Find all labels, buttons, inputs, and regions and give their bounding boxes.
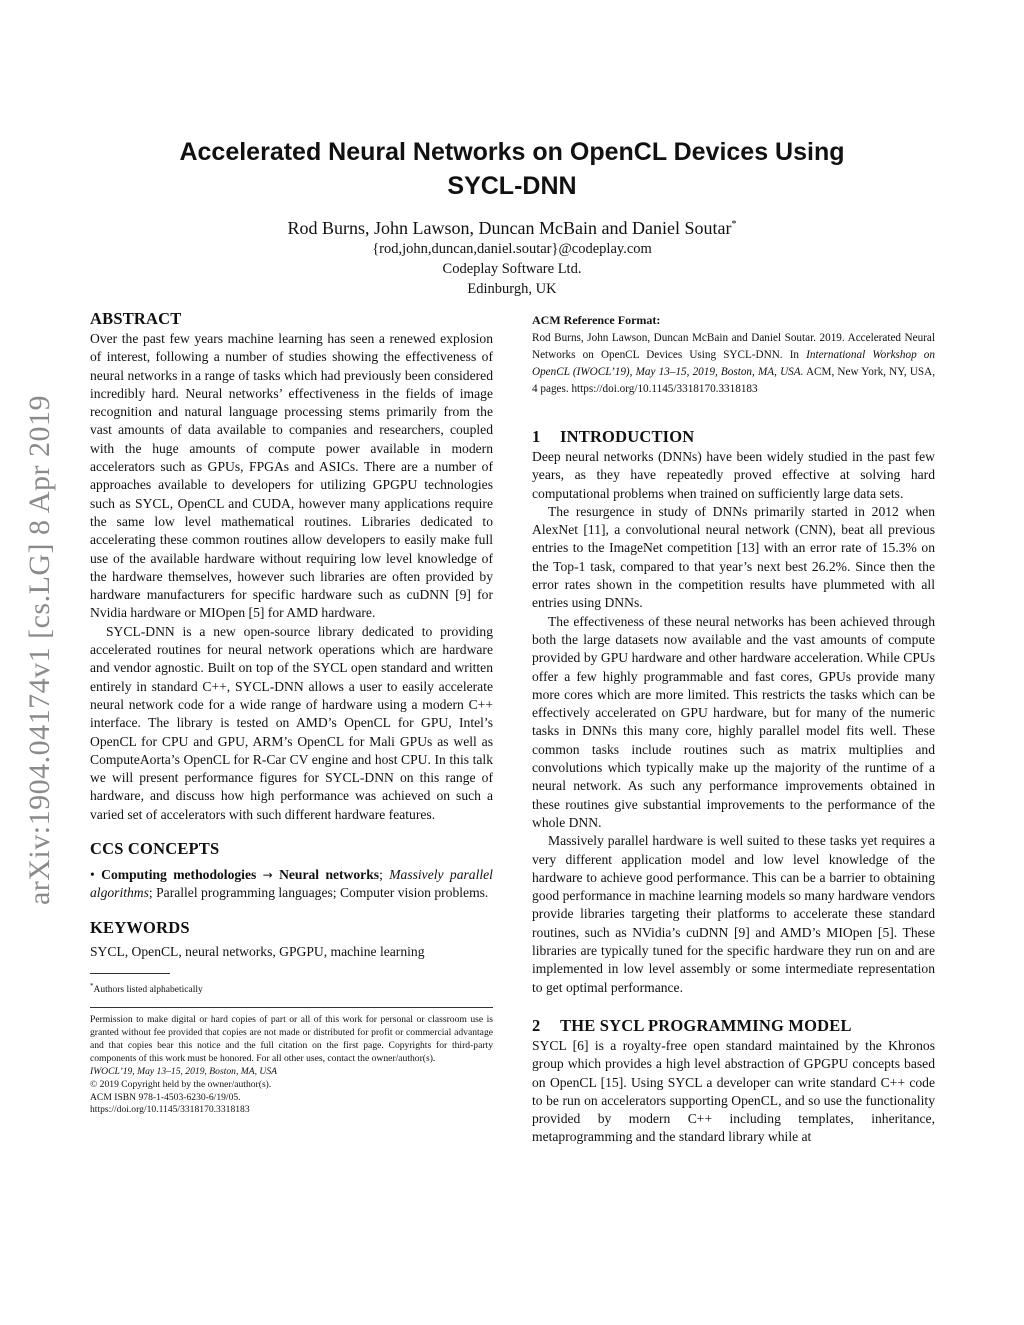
- acm-ref-part-1: Rod Burns, John Lawson, Duncan McBain and Daniel Soutar. 2019. Accelerated Neural Networks on OpenCL Devices Using SYCL-DNN. In: [532, 332, 935, 361]
- company: Codeplay Software Ltd.: [442, 261, 582, 277]
- right-column: [532, 312, 935, 1147]
- footnote-rule: [90, 973, 170, 974]
- ccs-arrow: →: [262, 868, 273, 883]
- abstract-paragraph-2: SYCL-DNN is a new open-source library dedicated to providing accelerated routines for neural network operations which are hardware and vendor agnostic. Built on top of the SYCL open standard and written entirely in standard C++, SYCL-DNN allows a user to easily accelerate neural network code for a wide range of hardware using a modern C++ interface. The library is tested on AMD’s OpenCL for GPU, Intel’s OpenCL for CPU and GPU, ARM’s OpenCL for Mali GPUs as well as ComputeAorta’s OpenCL for R-Car CV engine and host CPU. In this talk we will present performance figures for SYCL-DNN on this range of hardware, and discuss how high performance was achieved on such a varied set of accelerators with such different hardware features.: [90, 623, 493, 822]
- doi-link[interactable]: https://doi.org/10.1145/3318170.3318183: [90, 1104, 250, 1116]
- intro-paragraph-2: The resurgence in study of DNNs primarily started in 2012 when AlexNet [11], a convolutional neural network (CNN), beat all previous entries to the ImageNet competition [13] with an error rate of 15.3% on the Top-1 task, compared to that year’s next best 26.2%. Since then the error rates shown in the competition results have plummeted with all entries using DNNs.: [532, 503, 935, 611]
- keywords-heading: KEYWORDS: [90, 917, 190, 937]
- author-names: Rod Burns, John Lawson, Duncan McBain and Daniel Soutar: [287, 218, 732, 238]
- isbn: ACM ISBN 978-1-4503-6230-6/19/05.: [90, 1091, 241, 1103]
- permission-rule: [90, 1007, 493, 1008]
- copyright: © 2019 Copyright held by the owner/author(s).: [90, 1078, 272, 1090]
- venue: IWOCL’19, May 13–15, 2019, Boston, MA, USA: [90, 1065, 277, 1077]
- acm-ref-label: ACM Reference Format:: [532, 313, 661, 327]
- emails: {rod,john,duncan,daniel.soutar}@codeplay.com: [372, 241, 652, 257]
- sycl-number: 2: [532, 1015, 541, 1035]
- footnote-mark: *: [90, 981, 94, 990]
- title-line-2: SYCL-DNN: [447, 172, 577, 200]
- keywords-text: SYCL, OpenCL, neural networks, GPGPU, machine learning: [90, 943, 425, 959]
- ccs-concepts: [90, 866, 493, 903]
- author-block: [100, 214, 924, 299]
- location: Edinburgh, UK: [467, 281, 557, 297]
- sycl-title: THE SYCL PROGRAMMING MODEL: [560, 1015, 852, 1035]
- abstract-paragraph-1: Over the past few years machine learning has seen a renewed explosion of interest, following a number of studies showing the effectiveness of neural networks in a range of tasks which had previously been considered incredibly hard. Neural networks’ effectiveness in the fields of image recognition and natural language processing stems primarily from the vast amounts of data available to companies and researchers, coupled with the huge amounts of compute power available in modern accelerators such as GPUs, FPGAs and ASICs. There are a number of approaches available to developers for utilizing GPGPU technologies such as SYCL, OpenCL and CUDA, however many applications require the same low level mathematical routines. Libraries dedicated to accelerating these common routines allow developers to easily make full use of the available hardware without requiring low level knowledge of the hardware themselves, however such libraries are often provided by hardware manufacturers for specific hardware such as cuDNN [9] for Nvidia hardware or MIOpen [5] for AMD hardware.: [90, 331, 493, 621]
- ccs-heading: CCS CONCEPTS: [90, 839, 220, 859]
- acm-ref-italic: International Workshop on OpenCL (IWOCL’19), May 13–15, 2019, Boston, MA, USA.: [532, 349, 935, 378]
- footnote-text: Authors listed alphabetically: [93, 985, 203, 996]
- arxiv-id: arXiv:1904.04174v1 [cs.LG] 8 Apr 2019: [23, 394, 57, 906]
- intro-paragraph-1: Deep neural networks (DNNs) have been widely studied in the past few years, as they have repeatedly proved effective at solving hard computational problems when trained on sufficiently large data sets.: [532, 449, 935, 501]
- abstract-heading: ABSTRACT: [90, 309, 182, 328]
- ccs-category-2: Neural networks: [279, 867, 380, 883]
- intro-number: 1: [532, 427, 541, 446]
- title-line-1: Accelerated Neural Networks on OpenCL Devices Using: [179, 138, 845, 166]
- sycl-heading: [532, 1015, 935, 1037]
- permission-text: Permission to make digital or hard copies of part or all of this work for personal or classroom use is granted without fee provided that copies are not made or distributed for profit or commercial advantage and that copies bear this notice and the full citation on the first page. Copyrights for third-party components of this work must be honored. For all other uses, contact the owner/author(s).: [90, 1014, 493, 1064]
- ccs-category-1: Computing methodologies: [101, 867, 257, 883]
- author-mark: *: [731, 219, 737, 230]
- sycl-paragraph-1: SYCL [6] is a royalty-free open standard maintained by the Khronos group which provides a high level abstraction of GPGPU concepts based on OpenCL [15]. Using SYCL a developer can write standard C++ code to be run on accelerators supporting OpenCL, and so use the functionality provided by modern C++ including templates, inheritance, metaprogramming and the standard library while at: [532, 1037, 935, 1145]
- ccs-separator: ;: [379, 867, 383, 883]
- ccs-italic: Massively parallel algorithms: [90, 867, 493, 901]
- acm-ref-part-2: ACM, New York, NY, USA, 4 pages. https://doi.org/10.1145/3318170.3318183: [532, 366, 935, 395]
- footnote: [90, 980, 493, 997]
- authors: [100, 214, 924, 239]
- left-column: [90, 308, 493, 1117]
- ccs-bullet: •: [90, 867, 95, 883]
- intro-heading: [532, 426, 935, 448]
- intro-title: INTRODUCTION: [560, 427, 695, 446]
- intro-paragraph-3: The effectiveness of these neural networks has been achieved through both the large datasets now available and the vast amounts of compute provided by GPU hardware and other hardware acceleration. While CPUs offer a few highly programmable and fast cores, GPUs provide many more cores which are more limited. This restricts the tasks which can be effectively accelerated on GPU hardware, but for many of the numeric tasks in DNNs this many core, highly parallel model fits well. These common tasks include routines such as matrix multiplies and convolutions which typically make up the majority of the runtime of a neural network. As such any performance improvements obtained in these routines give substantial improvements to the performance of the whole DNN.: [532, 613, 935, 830]
- acm-ref-text: [532, 330, 935, 398]
- arxiv-stamp: [20, 360, 60, 940]
- intro-paragraph-4: Massively parallel hardware is well suited to these tasks yet requires a very different application model and low level knowledge of the hardware to achieve good performance. This can be a barrier to obtaining good performance in machine learning models so many hardware vendors provide libraries targeting their platforms to accelerate these standard routines, such as NVidia’s cuDNN [9] and AMD’s MIOpen [5]. These libraries are typically tuned for the specific hardware they run on and are implemented in low level assembly or some intermediate representation to get optimal performance.: [532, 833, 935, 995]
- ccs-rest: ; Parallel programming languages; Computer vision problems.: [148, 885, 489, 901]
- paper-title: [100, 135, 924, 203]
